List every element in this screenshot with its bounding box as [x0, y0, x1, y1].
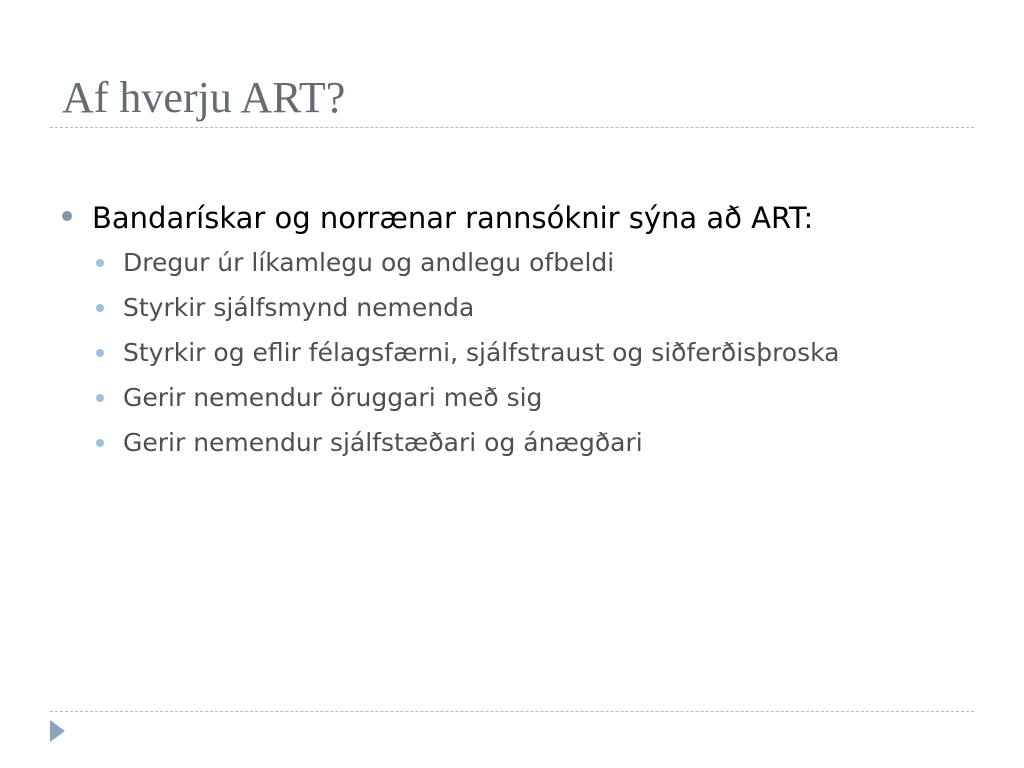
- sub-bullet-text: Dregur úr líkamlegu og andlegu ofbeldi: [123, 248, 615, 277]
- sub-bullet-list: [58, 244, 988, 469]
- sub-bullet-item: [58, 334, 988, 379]
- bullet-dot-icon: [96, 439, 104, 447]
- sub-bullet-text: Gerir nemendur öruggari með sig: [123, 383, 543, 412]
- sub-bullet-item: [58, 424, 988, 469]
- bullet-dot-icon: [96, 394, 104, 402]
- sub-bullet-text: Styrkir og eflir félagsfærni, sjálfstraust og siðferðisþroska: [123, 338, 840, 367]
- bullet-dot-icon: [96, 259, 104, 267]
- main-bullet-text: Bandarískar og norrænar rannsóknir sýna að ART:: [92, 201, 814, 235]
- bullet-dot-icon: [96, 304, 104, 312]
- sub-bullet-item: [58, 244, 988, 289]
- play-arrow-icon[interactable]: [50, 720, 65, 742]
- sub-bullet-text: Gerir nemendur sjálfstæðari og ánægðari: [123, 428, 643, 457]
- bullet-dot-icon: [62, 211, 72, 221]
- slide-content: [58, 196, 988, 469]
- bullet-dot-icon: [96, 349, 104, 357]
- title-divider: [50, 127, 974, 128]
- sub-bullet-item: [58, 379, 988, 424]
- slide-title: Af hverju ART?: [62, 73, 346, 122]
- main-bullet: [58, 196, 988, 240]
- sub-bullet-text: Styrkir sjálfsmynd nemenda: [123, 293, 475, 322]
- footer-divider: [50, 711, 974, 712]
- sub-bullet-item: [58, 289, 988, 334]
